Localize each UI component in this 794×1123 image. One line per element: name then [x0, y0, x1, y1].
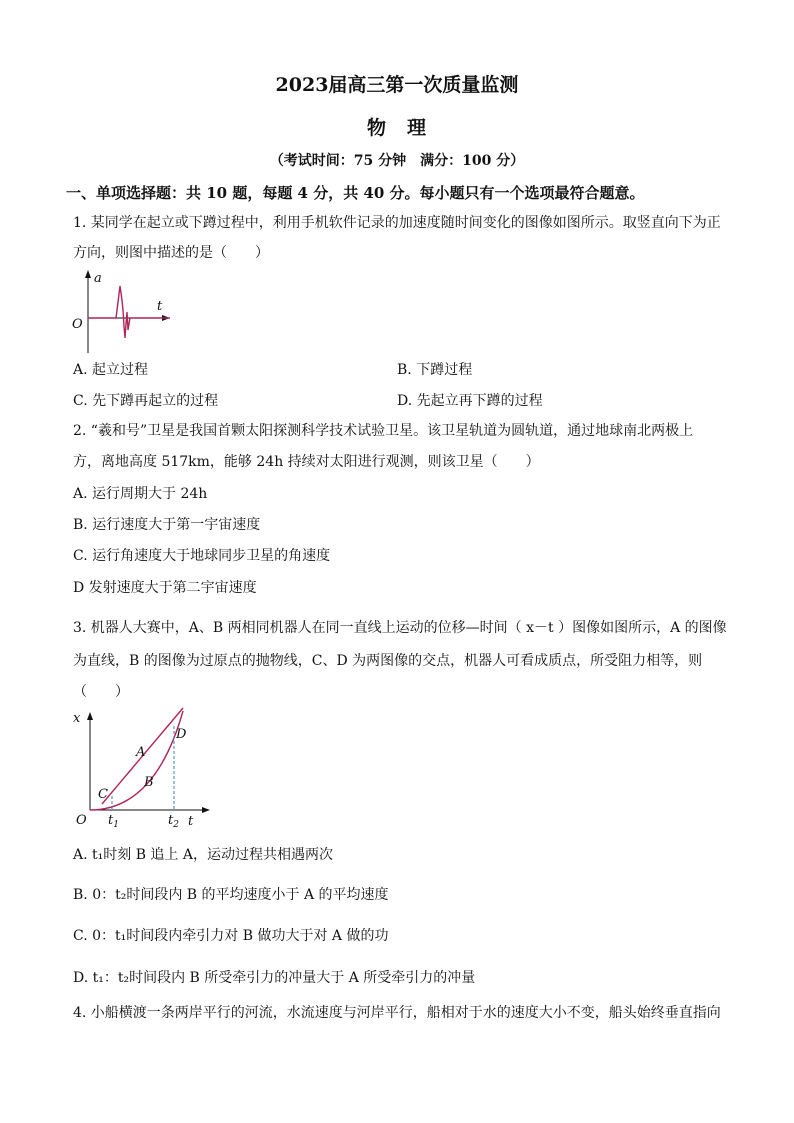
q1-stem-line2: 方向，则图中描述的是（ ）: [73, 245, 269, 261]
q3-axis-label-x: x: [73, 711, 81, 726]
q1-option-a[interactable]: A. 起立过程: [73, 362, 149, 378]
q3-origin-label: O: [76, 813, 87, 828]
q1-origin-label: O: [72, 317, 83, 332]
section-heading: 一、单项选择题：共 10 题，每题 4 分，共 40 分。每小题只有一个选项最符合题意。: [66, 184, 645, 202]
q2-option-b[interactable]: B. 运行速度大于第一宇宙速度: [73, 517, 261, 533]
q3-label-b: B: [144, 775, 154, 790]
q1-y-arrow: [85, 270, 91, 278]
q3-option-d[interactable]: D. t₁：t₂时间段内 B 所受牵引力的冲量大于 A 所受牵引力的冲量: [73, 970, 476, 986]
q2-option-a[interactable]: A. 运行周期大于 24h: [73, 486, 208, 502]
q3-t1-label: $t_1$: [108, 813, 119, 830]
q1-axis-label-t: t: [157, 299, 163, 314]
q1-acceleration-figure: [70, 268, 180, 358]
q3-label-d: D: [176, 727, 187, 742]
q3-x-arrow: [202, 807, 210, 813]
q1-option-c[interactable]: C. 先下蹲再起立的过程: [73, 393, 219, 409]
q3-label-a: A: [136, 745, 146, 760]
q3-option-a[interactable]: A. t₁时刻 B 追上 A，运动过程共相遇两次: [73, 847, 333, 863]
q2-stem-line2: 方，离地高度 517km，能够 24h 持续对太阳进行观测，则该卫星（ ）: [73, 454, 540, 470]
q3-stem-line1: 3. 机器人大赛中，A、B 两相同机器人在同一直线上运动的位移—时间（ x－t ）图像如图所示，A 的图像: [73, 620, 727, 636]
q1-axis-label-a: a: [94, 271, 102, 286]
q4-stem-line1: 4. 小船横渡一条两岸平行的河流，水流速度与河岸平行，船相对于水的速度大小不变，船头始终垂直指向: [73, 1005, 721, 1021]
subject-title: 物 理: [366, 117, 427, 139]
q3-axis-label-t: t: [188, 814, 194, 829]
page-title: 2023届高三第一次质量监测: [275, 74, 519, 96]
q3-stem-line2: 为直线，B 的图像为过原点的抛物线，C、D 为两图像的交点，机器人可看成质点，所受阻力相等，则: [73, 653, 703, 669]
q3-t2-label: $t_2$: [168, 813, 179, 830]
q3-position-time-figure: [70, 706, 210, 831]
q1-option-b[interactable]: B. 下蹲过程: [397, 362, 473, 378]
q3-option-b[interactable]: B. 0：t₂时间段内 B 的平均速度小于 A 的平均速度: [73, 887, 389, 903]
q3-y-arrow: [87, 712, 93, 720]
q2-option-c[interactable]: C. 运行角速度大于地球同步卫星的角速度: [73, 548, 331, 564]
exam-meta: （考试时间：75 分钟 满分：100 分）: [269, 153, 525, 169]
q2-stem-line1: 2. “羲和号”卫星是我国首颗太阳探测科学技术试验卫星。该卫星轨道为圆轨道，通过地球南北两极上: [73, 423, 694, 439]
q1-option-d[interactable]: D. 先起立再下蹲的过程: [397, 393, 543, 409]
q1-stem-line1: 1. 某同学在起立或下蹲过程中，利用手机软件记录的加速度随时间变化的图像如图所示。取竖直向下为正: [73, 215, 721, 231]
q3-stem-line3: （ ）: [73, 684, 129, 700]
q2-option-d[interactable]: D 发射速度大于第二宇宙速度: [73, 580, 257, 596]
q3-label-c: C: [98, 787, 108, 802]
q3-option-c[interactable]: C. 0：t₁时间段内牵引力对 B 做功大于对 A 做的功: [73, 928, 389, 944]
